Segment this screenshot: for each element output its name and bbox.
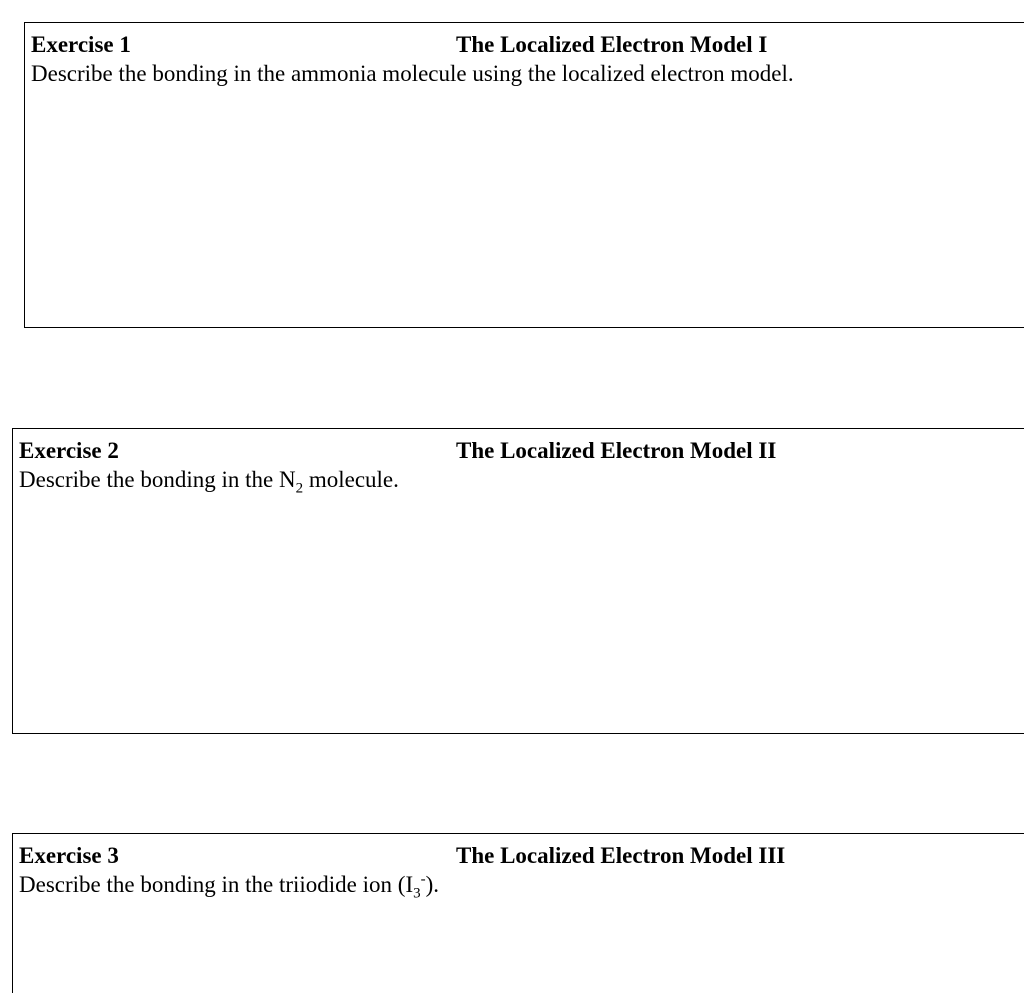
exercise-3-title: The Localized Electron Model III bbox=[456, 843, 786, 868]
exercise-1-prompt: Describe the bonding in the ammonia molecule using the localized electron model. bbox=[31, 61, 794, 86]
exercise-3-label: Exercise 3 bbox=[19, 843, 119, 868]
exercise-3-prompt-end: ). bbox=[425, 872, 440, 897]
exercise-3-prompt bbox=[19, 871, 440, 902]
exercise-1-title: The Localized Electron Model I bbox=[456, 32, 768, 57]
exercise-3-prompt-start: Describe the bonding in the triiodide ion (I bbox=[19, 872, 414, 897]
exercise-2-prompt-start: Describe the bonding in the N bbox=[19, 467, 296, 492]
exercise-3-box bbox=[12, 833, 1024, 993]
exercise-2-prompt-end: molecule. bbox=[303, 467, 399, 492]
exercise-3-subscript: 3 bbox=[413, 885, 421, 902]
exercise-2-label: Exercise 2 bbox=[19, 438, 119, 463]
exercise-2-subscript: 2 bbox=[295, 480, 304, 497]
exercise-1-box bbox=[24, 22, 1024, 328]
exercise-2-box bbox=[12, 428, 1024, 734]
exercise-2-prompt bbox=[19, 467, 399, 497]
exercise-3-superscript: - bbox=[420, 871, 426, 888]
exercise-1-label: Exercise 1 bbox=[31, 32, 131, 57]
exercise-2-title: The Localized Electron Model II bbox=[456, 438, 777, 463]
